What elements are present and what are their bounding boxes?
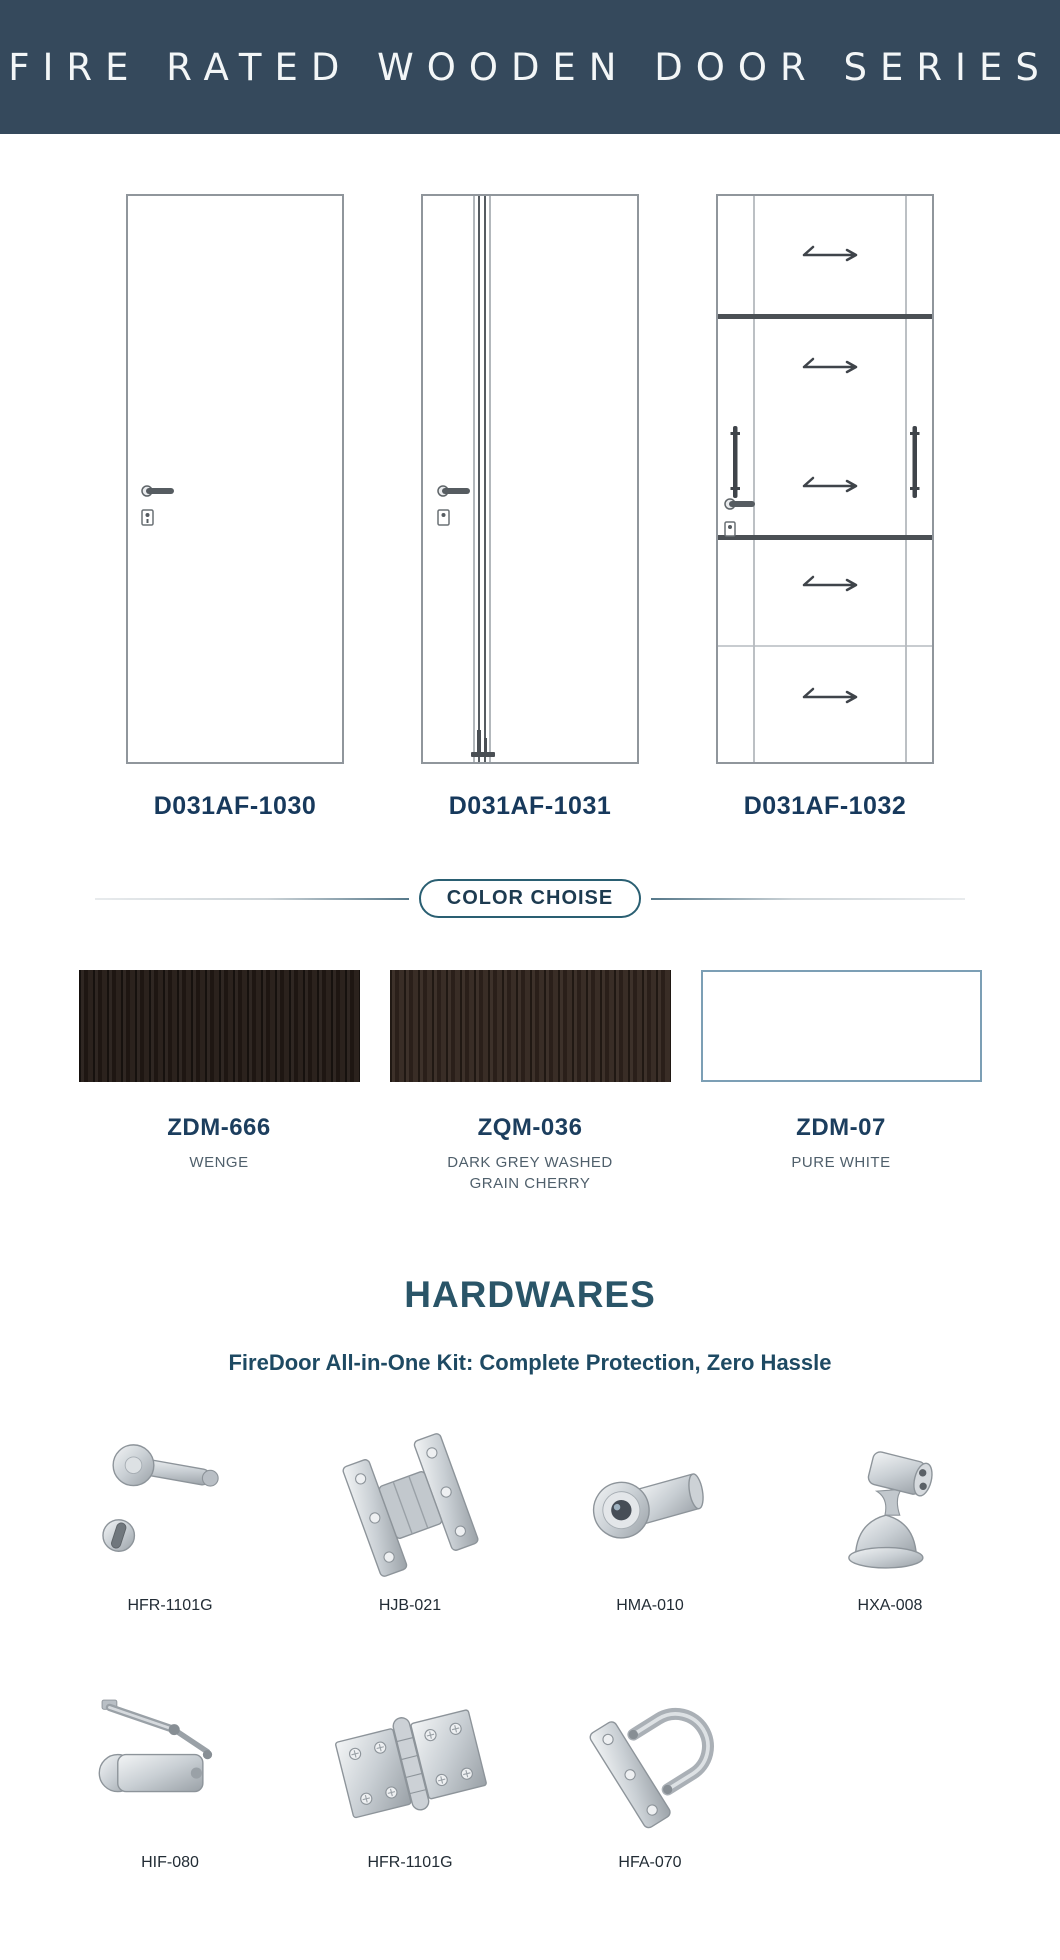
butt-hinge-icon — [318, 1683, 503, 1841]
hardware-code: HXA-008 — [857, 1597, 923, 1614]
hardware-item — [530, 1422, 770, 1615]
hardware-image — [558, 1422, 743, 1587]
door-model-label: D031AF-1030 — [153, 792, 317, 820]
door-closer-icon — [78, 1683, 263, 1841]
lever-handle-icon — [78, 1426, 263, 1584]
hardwares-grid — [50, 1422, 1010, 1872]
hardware-item — [530, 1679, 770, 1872]
flush-door-illustration — [126, 194, 344, 764]
swatch-card-zqm-036 — [390, 970, 671, 1194]
door-models-section — [0, 194, 1060, 821]
page-header — [0, 0, 1060, 134]
magnetic-door-stopper-icon — [798, 1426, 983, 1584]
hardware-item — [290, 1422, 530, 1615]
double-leaf-door-illustration — [421, 194, 639, 764]
hardware-item — [50, 1679, 290, 1872]
hardware-code: HFA-070 — [618, 1854, 682, 1871]
door-model-label: D031AF-1031 — [448, 792, 612, 820]
divider-line-right — [651, 898, 965, 900]
hardware-code: HMA-010 — [616, 1597, 684, 1614]
swatch-code: ZDM-666 — [167, 1114, 271, 1141]
door-viewer-icon — [558, 1426, 743, 1584]
hardware-image — [558, 1679, 743, 1844]
empty-grid-cell — [770, 1679, 1010, 1872]
hardware-code: HFR-1101G — [367, 1854, 453, 1871]
page-title: FIRE RATED WOODEN DOOR SERIES — [8, 45, 1052, 89]
concealed-hinge-icon — [318, 1426, 503, 1584]
swatch-name: PURE WHITE — [791, 1154, 891, 1171]
hardware-image — [78, 1679, 263, 1844]
swatch-code: ZQM-036 — [477, 1114, 583, 1141]
hardware-code: HIF-080 — [141, 1854, 199, 1871]
hardware-code: HJB-021 — [378, 1597, 442, 1614]
hardware-code: HFR-1101G — [127, 1597, 213, 1614]
door-model-label: D031AF-1032 — [743, 792, 907, 820]
color-choise-badge: COLOR CHOISE — [419, 879, 641, 918]
white-swatch-pure-white — [701, 970, 982, 1082]
door-card — [421, 194, 639, 821]
door-guard-icon — [558, 1683, 743, 1841]
color-choise-divider — [95, 879, 965, 918]
swatch-name: WENGE — [189, 1154, 249, 1171]
swatch-name: DARK GREY WASHED GRAIN CHERRY — [447, 1154, 613, 1192]
hardware-item — [290, 1679, 530, 1872]
hardwares-heading: HARDWARES — [404, 1274, 656, 1315]
swatch-card-zdm-07 — [701, 970, 982, 1194]
door-card — [716, 194, 934, 821]
hardware-image — [78, 1422, 263, 1587]
paneled-door-illustration — [716, 194, 934, 764]
hardware-image — [798, 1422, 983, 1587]
hardware-item — [50, 1422, 290, 1615]
hardware-image — [318, 1679, 503, 1844]
divider-line-left — [95, 898, 409, 900]
color-swatches-section — [0, 970, 1060, 1194]
hardware-item — [770, 1422, 1010, 1615]
door-card — [126, 194, 344, 821]
hardwares-subheading: FireDoor All-in-One Kit: Complete Protection, Zero Hassle — [228, 1350, 832, 1375]
swatch-code: ZDM-07 — [796, 1114, 886, 1141]
wood-swatch-wenge — [79, 970, 360, 1082]
hardware-image — [318, 1422, 503, 1587]
swatch-card-zdm-666 — [79, 970, 360, 1194]
wood-swatch-dark-grey-cherry — [390, 970, 671, 1082]
